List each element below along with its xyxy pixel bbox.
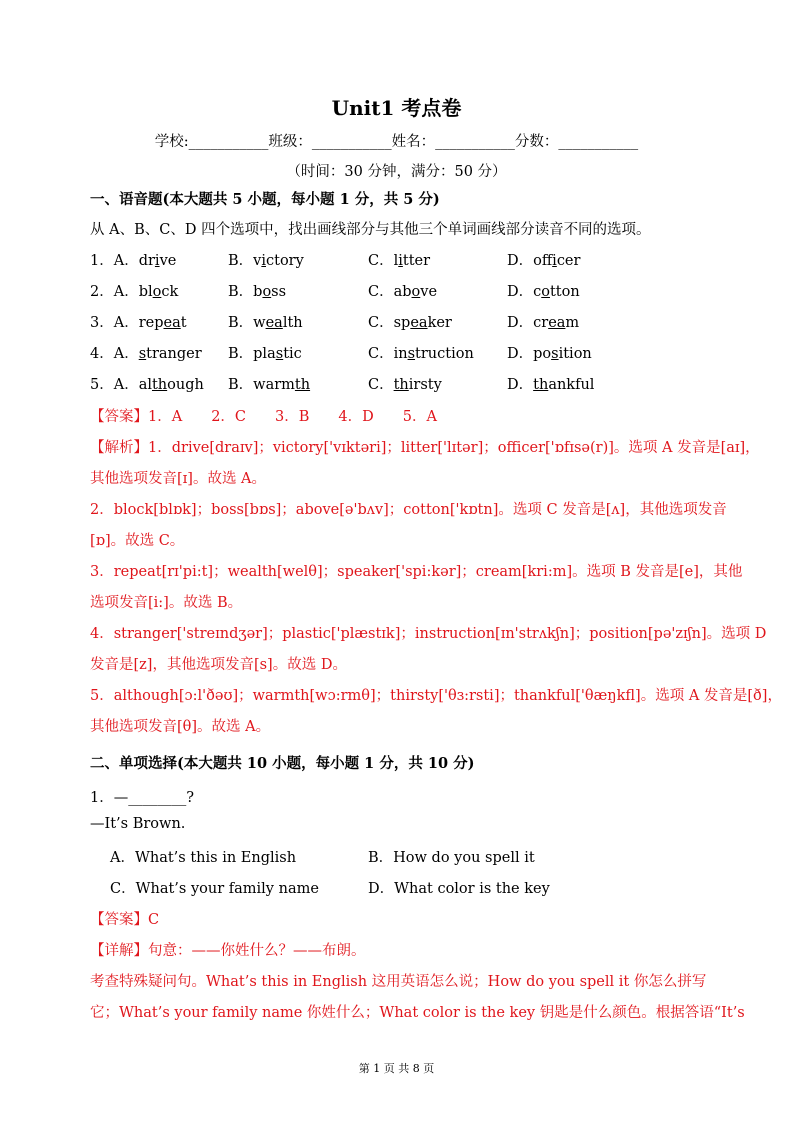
q4-option-b: B．plastic: [228, 346, 302, 362]
q1-explain-2: 它；What’s your family name 你姓什么；What color is the key 钥匙是什么颜色。根据答语“It’s: [90, 1005, 745, 1021]
q1-stem: 1．—________?: [90, 790, 194, 806]
section1-heading: 一、语音题(本大题共 5 小题，每小题 1 分，共 5 分): [90, 191, 440, 208]
q2-option-d: D．cotton: [507, 284, 580, 300]
q1-explain-1: 考查特殊疑问句。What’s this in English 这用英语怎么说；How do you spell it 你怎么拼写: [90, 974, 707, 990]
q1-reply: —It’s Brown.: [90, 816, 186, 832]
q4-option-d: D．position: [507, 346, 592, 362]
analysis-line: 3．repeat[rɪ'pi:t]；wealth[welθ]；speaker['spi:kər]；cream[kri:m]。选项 B 发音是[e]，其他: [90, 564, 743, 580]
analysis-line: 5．although[ɔ:l'ðəʊ]；warmth[wɔ:rmθ]；thirsty['θɜ:rsti]；thankful['θæŋkfl]。选项 A 发音是[ð]，: [90, 688, 782, 704]
section1-instruction: 从 A、B、C、D 四个选项中，找出画线部分与其他三个单词画线部分读音不同的选项。: [90, 222, 651, 238]
analysis-line: 【解析】1．drive[draɪv]；victory['vɪktəri]；litter['lɪtər]；officer['ɒfɪsə(r)]。选项 A 发音是[aɪ]，: [90, 440, 760, 456]
analysis-line: 其他选项发音[ɪ]。故选 A。: [90, 471, 267, 487]
q3-option-c: C．speaker: [368, 315, 452, 331]
q1-option-b: B．victory: [228, 253, 304, 269]
q1-answer: 【答案】C: [90, 912, 160, 928]
analysis-line: [ɒ]。故选 C。: [90, 533, 185, 549]
q2-option-c: C．above: [368, 284, 438, 300]
q1-option-b: B．How do you spell it: [368, 850, 535, 866]
analysis-line: 选项发音[i:]。故选 B。: [90, 595, 243, 611]
q5-option-a: 5．A．although: [90, 377, 204, 393]
q5-option-b: B．warmth: [228, 377, 311, 393]
section2-heading: 二、单项选择(本大题共 10 小题，每小题 1 分，共 10 分): [90, 755, 475, 772]
time-line: （时间：30 分钟，满分：50 分）: [286, 164, 507, 180]
analysis-line: 2．block[blɒk]；boss[bɒs]；above[ə'bʌv]；cotton['kɒtn]。选项 C 发音是[ʌ]，其他选项发音: [90, 502, 727, 518]
q5-option-d: D．thankful: [507, 377, 595, 393]
section1-answer: 【答案】1．A 2．C 3．B 4．D 5．A: [90, 409, 437, 425]
q4-option-c: C．instruction: [368, 346, 474, 362]
q1-option-a: 1．A．drive: [90, 253, 177, 269]
q1-option-d: D．officer: [507, 253, 581, 269]
q1-detail: 【详解】句意：——你姓什么？——布朗。: [90, 943, 366, 959]
q1-option-c: C．litter: [368, 253, 431, 269]
analysis-line: 其他选项发音[θ]。故选 A。: [90, 719, 271, 735]
page-footer: 第 1 页 共 8 页: [358, 1062, 435, 1075]
q1-option-d: D．What color is the key: [368, 881, 550, 897]
q1-option-c: C．What’s your family name: [110, 881, 319, 897]
q3-option-b: B．wealth: [228, 315, 303, 331]
analysis-line: 发音是[z]，其他选项发音[s]。故选 D。: [90, 657, 347, 673]
analysis-line: 4．stranger['streɪndʒər]；plastic['plæstɪk]；instruction[ɪn'strʌkʃn]；position[pə'zɪʃn]。选项 D: [90, 626, 767, 642]
q2-option-a: 2．A．block: [90, 284, 179, 300]
q3-option-a: 3．A．repeat: [90, 315, 187, 331]
student-info-line: 学校:___________班级：___________姓名：___________分数：___________: [154, 134, 639, 150]
q5-option-c: C．thirsty: [368, 377, 442, 393]
q4-option-a: 4．A．stranger: [90, 346, 202, 362]
page-title: Unit1 考点卷: [331, 96, 462, 120]
q1-option-a: A．What’s this in English: [110, 850, 297, 866]
q2-option-b: B．boss: [228, 284, 287, 300]
q3-option-d: D．cream: [507, 315, 580, 331]
